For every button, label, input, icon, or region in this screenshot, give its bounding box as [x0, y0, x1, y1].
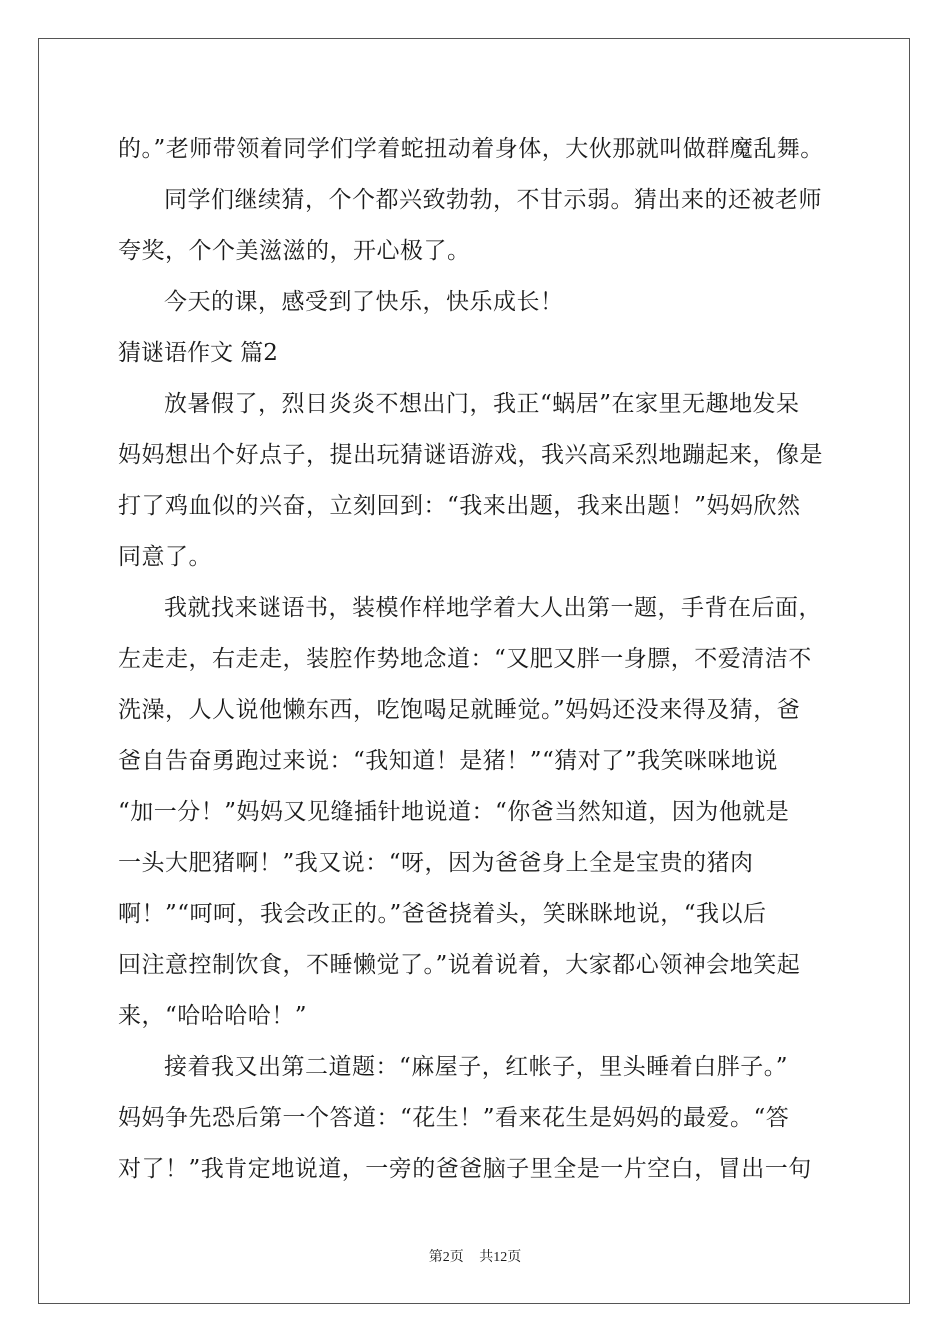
- text-line: 妈妈争先恐后第一个答道：“花生！”看来花生是妈妈的最爱。“答: [118, 1105, 790, 1131]
- text-line: 一头大肥猪啊！”我又说：“呀，因为爸爸身上全是宝贵的猪肉: [118, 850, 754, 876]
- text-line: 放暑假了，烈日炎炎不想出门，我正“蜗居”在家里无趣地发呆: [164, 391, 800, 417]
- text-line: 爸自告奋勇跑过来说：“我知道！是猪！”“猜对了”我笑咪咪地说: [118, 748, 779, 774]
- text-line: 回注意控制饮食，不睡懒觉了。”说着说着，大家都心领神会地笑起: [118, 952, 801, 978]
- text-line: 对了！”我肯定地说道，一旁的爸爸脑子里全是一片空白，冒出一句: [118, 1156, 812, 1182]
- text-line: 啊！”“呵呵，我会改正的。”爸爸挠着头，笑眯眯地说，“我以后: [118, 901, 767, 927]
- text-line: 今天的课，感受到了快乐，快乐成长！: [164, 289, 564, 315]
- text-line: 同意了。: [118, 544, 212, 570]
- text-line: 同学们继续猜，个个都兴致勃勃，不甘示弱。猜出来的还被老师: [164, 187, 822, 213]
- text-line: 洗澡，人人说他懒东西，吃饱喝足就睡觉。”妈妈还没来得及猜，爸: [118, 697, 801, 723]
- text-line: 左走走，右走走，装腔作势地念道：“又肥又胖一身膘，不爱清洁不: [118, 646, 812, 672]
- text-line: 的。”老师带领着同学们学着蛇扭动着身体，大伙那就叫做群魔乱舞。: [118, 136, 824, 162]
- page-footer: [0, 1246, 950, 1266]
- text-line: 妈妈想出个好点子，提出玩猜谜语游戏，我兴高采烈地蹦起来，像是: [118, 442, 823, 468]
- section-heading: 猜谜语作文 篇2: [118, 340, 278, 366]
- text-line: 打了鸡血似的兴奋，立刻回到：“我来出题，我来出题！”妈妈欣然: [118, 493, 801, 519]
- page-total: 共12页: [479, 1250, 522, 1265]
- text-line: 夸奖，个个美滋滋的，开心极了。: [118, 238, 471, 264]
- text-line: “加一分！”妈妈又见缝插针地说道：“你爸当然知道，因为他就是: [118, 799, 790, 825]
- text-line: 来，“哈哈哈哈！”: [118, 1003, 308, 1029]
- text-line: 我就找来谜语书，装模作样地学着大人出第一题，手背在后面，: [164, 595, 822, 621]
- text-line: 接着我又出第二道题：“麻屋子，红帐子，里头睡着白胖子。”: [164, 1054, 789, 1080]
- page-number: 第2页: [428, 1250, 464, 1265]
- document-body: [118, 124, 838, 1195]
